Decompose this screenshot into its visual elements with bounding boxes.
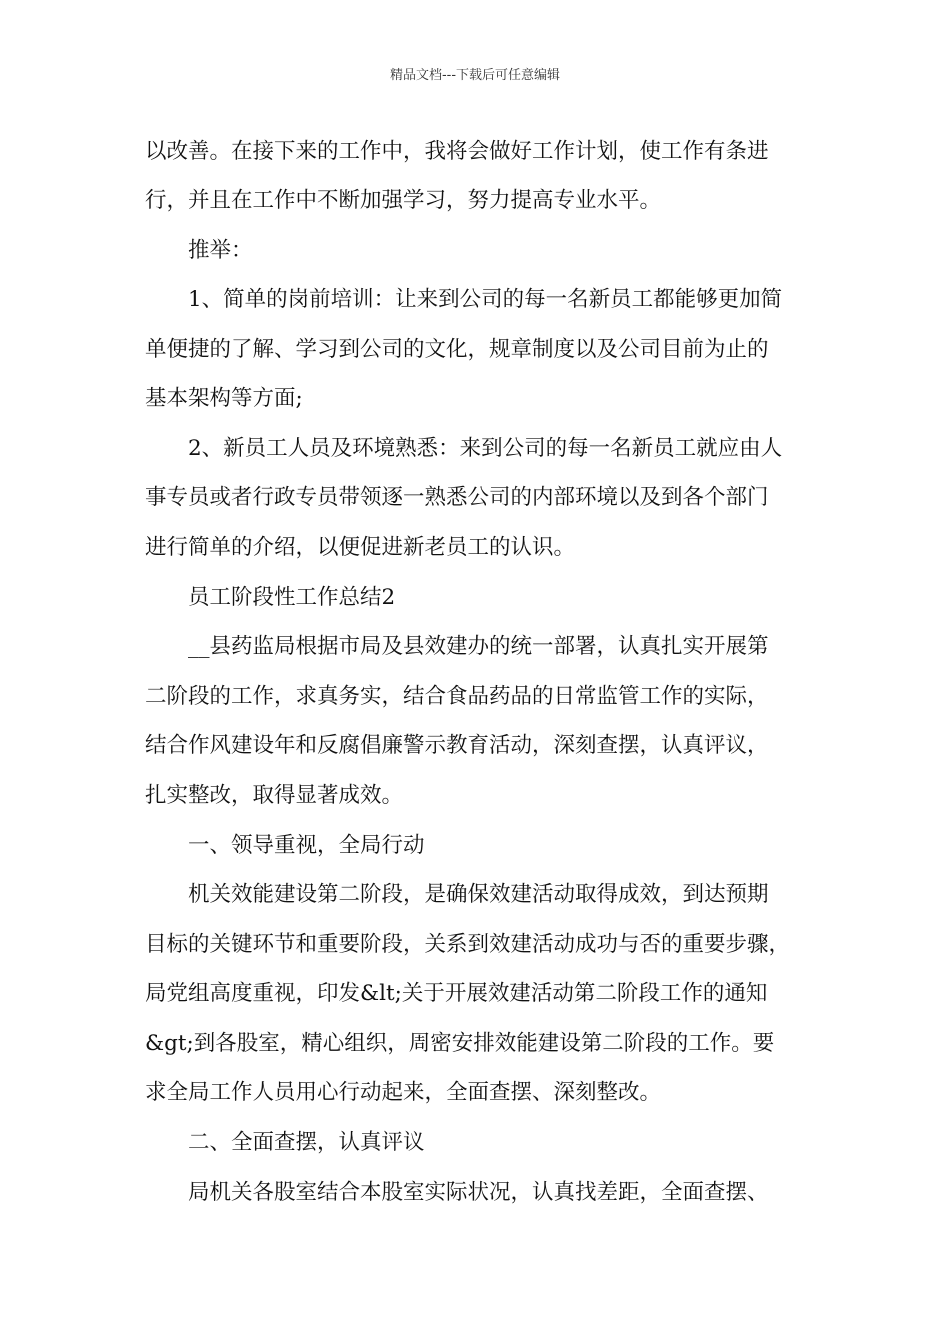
paragraph-line: __县药监局根据市局及县效建办的统一部署，认真扎实开展第 (188, 634, 769, 659)
paragraph-line: 推举： (188, 238, 253, 263)
section-heading: 二、全面查摆，认真评议 (188, 1130, 425, 1155)
paragraph-line: 扎实整改，取得显著成效。 (145, 783, 404, 808)
section-heading: 一、领导重视，全局行动 (188, 833, 425, 858)
paragraph-line: 1、简单的岗前培训：让来到公司的每一名新员工都能够更加简 (188, 287, 783, 312)
paragraph-line: 基本架构等方面; (145, 386, 303, 411)
paragraph-line: &gt;到各股室，精心组织，周密安排效能建设第二阶段的工作。要 (145, 1031, 775, 1056)
paragraph-line: 求全局工作人员用心行动起来，全面查摆、深刻整改。 (145, 1080, 662, 1105)
paragraph-line: 机关效能建设第二阶段，是确保效建活动取得成效，到达预期 (188, 882, 769, 907)
paragraph-line: 二阶段的工作，求真务实，结合食品药品的日常监管工作的实际， (145, 684, 769, 709)
paragraph-line: 行，并且在工作中不断加强学习，努力提高专业水平。 (145, 188, 662, 213)
paragraph-line: 结合作风建设年和反腐倡廉警示教育活动，深刻查摆，认真评议， (145, 733, 769, 758)
paragraph-line: 进行简单的介绍，以便促进新老员工的认识。 (145, 535, 576, 560)
paragraph-line: 局机关各股室结合本股室实际状况，认真找差距，全面查摆、 (188, 1180, 769, 1205)
paragraph-line: 局党组高度重视，印发&lt;关于开展效建活动第二阶段工作的通知 (145, 981, 768, 1006)
paragraph-line: 以改善。在接下来的工作中，我将会做好工作计划，使工作有条进 (145, 139, 769, 164)
paragraph-line: 2、新员工人员及环境熟悉：来到公司的每一名新员工就应由人 (188, 436, 783, 461)
paragraph-line: 事专员或者行政专员带领逐一熟悉公司的内部环境以及到各个部门 (145, 485, 769, 510)
page-header: 精品文档---下载后可任意编辑 (389, 68, 561, 83)
paragraph-line: 目标的关键环节和重要阶段，关系到效建活动成功与否的重要步骤， (145, 932, 791, 957)
section-title: 员工阶段性工作总结2 (188, 585, 396, 610)
paragraph-line: 单便捷的了解、学习到公司的文化，规章制度以及公司目前为止的 (145, 337, 769, 362)
